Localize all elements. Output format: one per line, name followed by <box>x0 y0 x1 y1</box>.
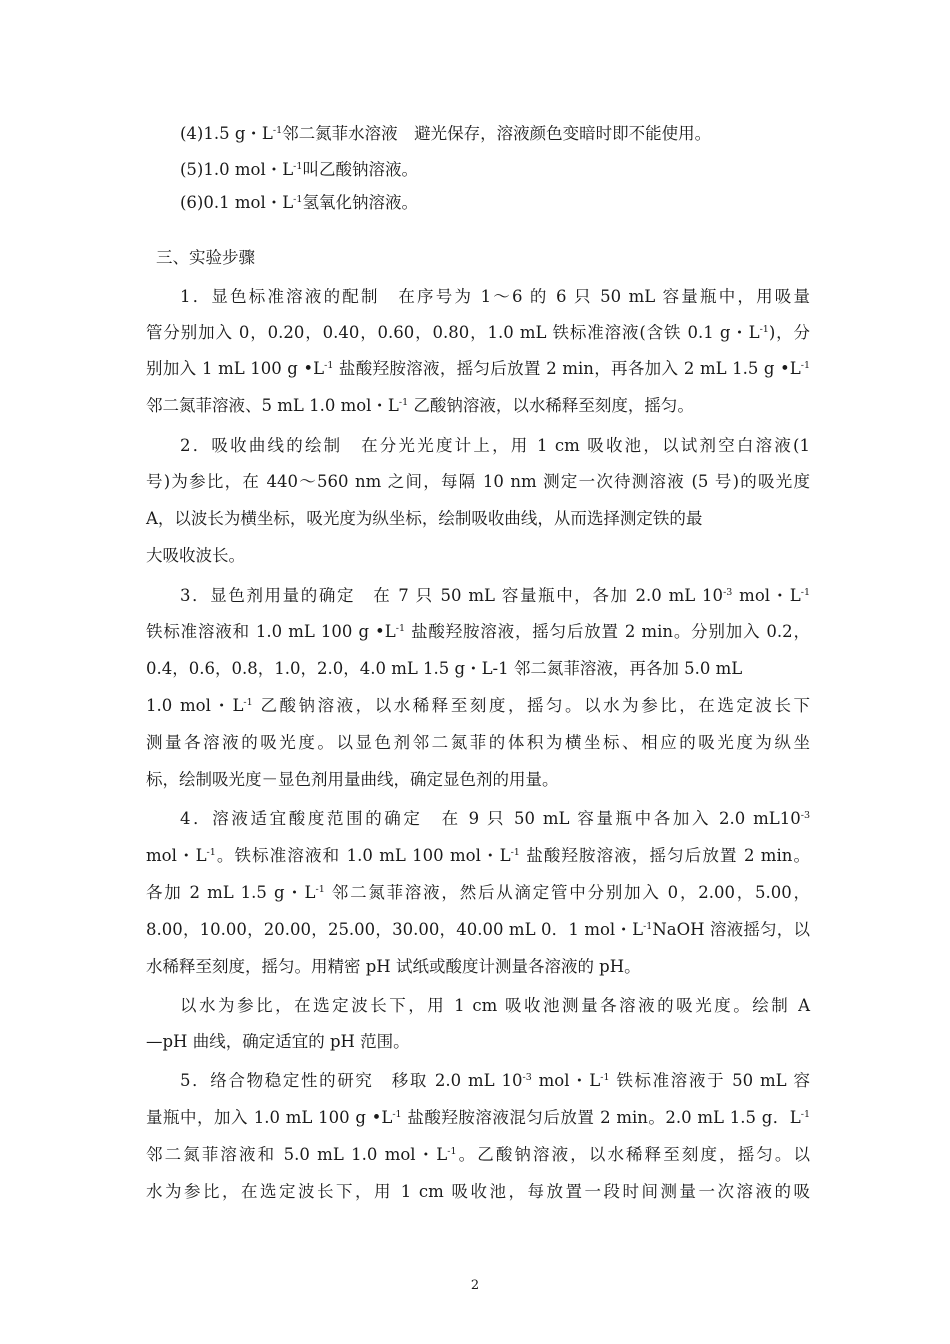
reagent-item-5: (5)1.0 mol・$L^{-1}$叫乙酸钠溶液。 <box>180 160 418 179</box>
step5-line1: 5．络合物稳定性的研究 移取 2.0 mL $10^{-3}$ mol・$L^{-1}$ 铁标准溶液于 50 mL 容 <box>180 1071 810 1090</box>
step4-line3: 各加 2 mL 1.5 g・$L^{-1}$ 邻二氮菲溶液，然后从滴定管中分别加入 0，2.00，5.00， <box>146 883 811 902</box>
step2-line1: 2．吸收曲线的绘制 在分光光度计上，用 1 cm 吸收池，以试剂空白溶液(1 <box>180 436 810 455</box>
reagent-item-6: (6)0.1 mol・$L^{-1}$氢氧化钠溶液。 <box>180 193 418 212</box>
page-number: 2 <box>470 1278 480 1293</box>
step1-line3: 别加入 1 mL 100 g $•L^{-1}$ 盐酸羟胺溶液，摇匀后放置 2 min，再各加入 2 mL 1.5 g $•L^{-1}$ <box>146 359 810 378</box>
step1-line2: 管分别加入 0，0.20，0.40，0.60，0.80，1.0 mL 铁标准溶液(含铁 0.1 g・$L^{-1}$)，分 <box>146 323 811 342</box>
step4-line6: 以水为参比，在选定波长下，用 1 cm 吸收池测量各溶液的吸光度。绘制 A <box>180 996 810 1015</box>
step4-line4: 8.00，10.00，20.00，25.00，30.00，40.00 mL 0．1 mol・$L^{-1}NaOH$ 溶液摇匀，以 <box>146 920 810 939</box>
step5-line3: 邻二氮菲溶液和 5.0 mL 1.0 mol・$L^{-1}$。乙酸钠溶液，以水稀释至刻度，摇匀。以 <box>146 1145 811 1164</box>
step4-line7: —pH 曲线，确定适宜的 pH 范围。 <box>146 1032 410 1051</box>
step1-line1: 1．显色标准溶液的配制 在序号为 1～6 的 6 只 50 mL 容量瓶中，用吸量 <box>180 287 810 306</box>
step3-line5: 测量各溶液的吸光度。以显色剂邻二氮菲的体积为横坐标、相应的吸光度为纵坐 <box>146 733 810 752</box>
step4-line1: 4．溶液适宜酸度范围的确定 在 9 只 50 mL 容量瓶中各加入 2.0 $mL10^{-3}$ <box>180 809 810 828</box>
step3-line3: 0.4，0.6，0.8，1.0，2.0，4.0 mL 1.5 g・L-1 邻二氮菲溶液，再各加 5.0 mL <box>146 659 743 678</box>
step4-line5: 水稀释至刻度，摇匀。用精密 pH 试纸或酸度计测量各溶液的 pH。 <box>146 957 641 976</box>
step2-line2: 号)为参比，在 440～560 nm 之间，每隔 10 nm 测定一次待测溶液 (5 号)的吸光度 <box>146 472 810 491</box>
step3-line1: 3．显色剂用量的确定 在 7 只 50 mL 容量瓶中，各加 2.0 mL $10^{-3}$ mol・$L^{-1}$ <box>180 586 810 605</box>
step3-line6: 标，绘制吸光度－显色剂用量曲线，确定显色剂的用量。 <box>146 770 559 789</box>
step2-line4: 大吸收波长。 <box>146 546 245 565</box>
step2-line3: A，以波长为横坐标，吸光度为纵坐标，绘制吸收曲线，从而选择测定铁的最 <box>146 509 703 528</box>
step5-line4: 水为参比，在选定波长下，用 1 cm 吸收池，每放置一段时间测量一次溶液的吸 <box>146 1182 810 1201</box>
step3-line4: 1.0 mol・$L^{-1}$ 乙酸钠溶液，以水稀释至刻度，摇匀。以水为参比，在选定波长下 <box>146 696 810 715</box>
section-heading: 三、实验步骤 <box>156 248 255 267</box>
step5-line2: 量瓶中，加入 1.0 mL 100 g $•L^{-1}$ 盐酸羟胺溶液混匀后放置 2 min。2.0 mL 1.5 g．$L^{-1}$ <box>146 1108 810 1127</box>
reagent-item-4: (4)1.5 g・$L^{-1}$邻二氮菲水溶液 避光保存，溶液颜色变暗时即不能使用。 <box>180 124 712 143</box>
step1-line4: 邻二氮菲溶液、5 mL 1.0 mol・$L^{-1}$ 乙酸钠溶液，以水稀释至刻度，摇匀。 <box>146 396 694 415</box>
step3-line2: 铁标准溶液和 1.0 mL 100 g $•L^{-1}$ 盐酸羟胺溶液，摇匀后放置 2 min。分别加入 0.2， <box>146 622 810 641</box>
step4-line2: mol・$L^{-1}$。铁标准溶液和 1.0 mL 100 mol・$L^{-1}$ 盐酸羟胺溶液，摇匀后放置 2 min。 <box>146 846 810 865</box>
